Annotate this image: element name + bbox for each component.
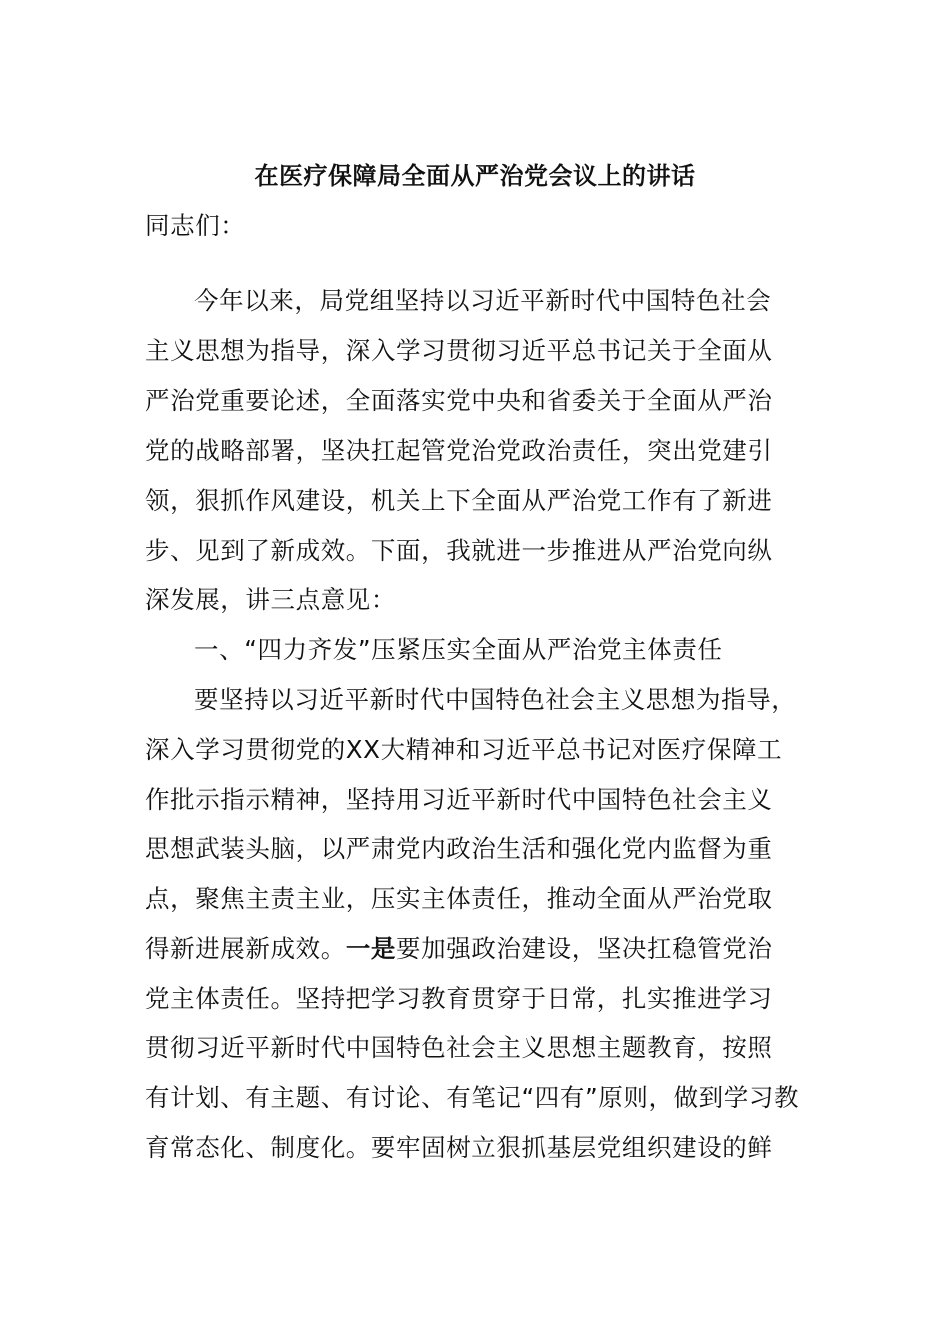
text-line: 要坚持以习近平新时代中国特色社会主义思想为指导， [194, 685, 797, 714]
section-heading: 一、“四力齐发”压紧压实全面从严治党主体责任 [194, 635, 723, 664]
text-line: 作批示指示精神，坚持用习近平新时代中国特色社会主义 [145, 785, 773, 814]
text-line: 党主体责任。坚持把学习教育贯穿于日常，扎实推进学习 [145, 984, 773, 1013]
text-line: 深发展，讲三点意见： [145, 585, 396, 614]
text-line [145, 931, 773, 967]
text-line: 主义思想为指导，深入学习贯彻习近平总书记关于全面从 [145, 336, 773, 365]
salutation: 同志们： [145, 211, 246, 240]
text-line: 领，狠抓作风建设，机关上下全面从严治党工作有了新进 [145, 486, 773, 515]
text-line: 严治党重要论述，全面落实党中央和省委关于全面从严治 [145, 386, 773, 415]
text-line: 育常态化、制度化。要牢固树立狠抓基层党组织建设的鲜 [145, 1133, 773, 1162]
text-line: 步、见到了新成效。下面，我就进一步推进从严治党向纵 [145, 536, 773, 565]
document-title: 在医疗保障局全面从严治党会议上的讲话 [254, 162, 696, 190]
text-line: 党的战略部署，坚决扛起管党治党政治责任，突出党建引 [145, 436, 773, 465]
text-line: 有计划、有主题、有讨论、有笔记“四有”原则，做到学习教 [145, 1083, 800, 1112]
bold-marker: 一是 [345, 934, 397, 963]
text-line: 深入学习贯彻党的XX大精神和习近平总书记对医疗保障工 [145, 735, 783, 764]
text-line: 点，聚焦主责主业，压实主体责任，推动全面从严治党取 [145, 884, 773, 913]
text-line: 今年以来，局党组坚持以习近平新时代中国特色社会 [194, 286, 772, 315]
text-line-part: 要加强政治建设，坚决扛稳管党治 [396, 934, 773, 963]
text-line: 思想武装头脑，以严肃党内政治生活和强化党内监督为重 [145, 834, 773, 863]
text-line: 贯彻习近平新时代中国特色社会主义思想主题教育，按照 [145, 1033, 773, 1062]
text-line-part: 得新进展新成效。 [145, 934, 346, 963]
